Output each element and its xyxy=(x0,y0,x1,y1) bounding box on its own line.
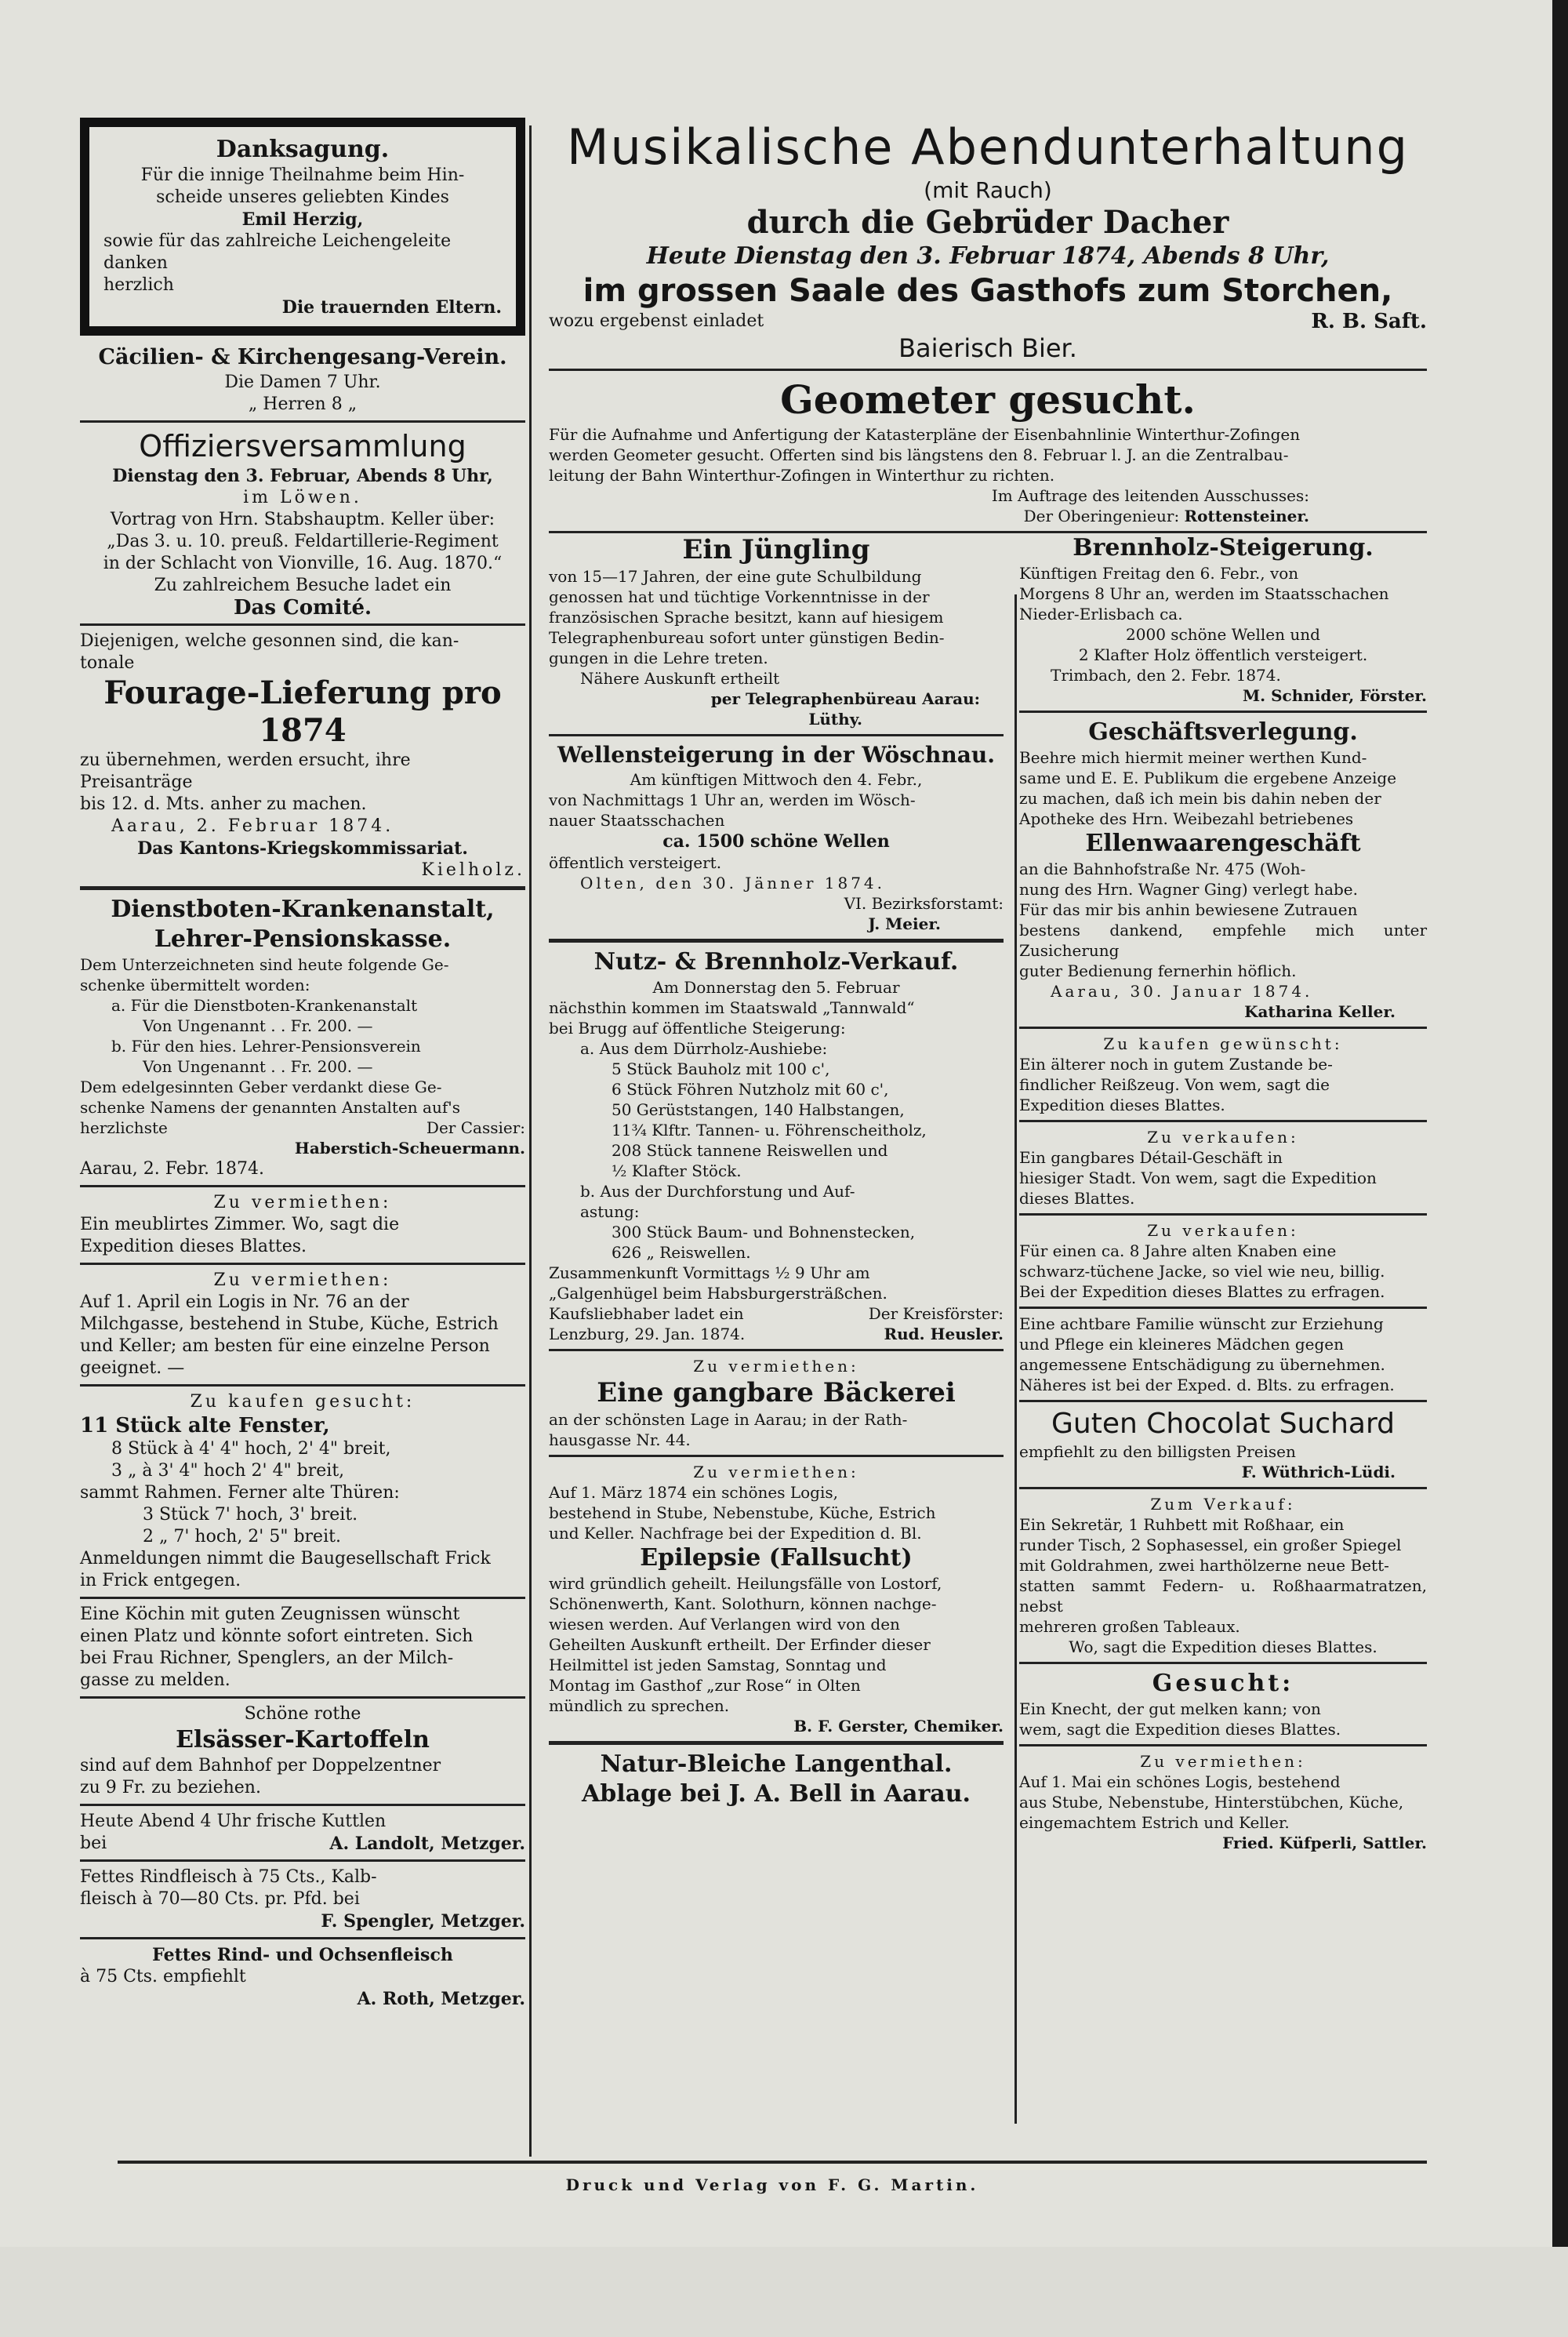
fenster-line: 3 „ à 3' 4" hoch 2' 4" breit, xyxy=(111,1461,345,1481)
logis-line: Auf 1. April ein Logis in Nr. 76 an der xyxy=(80,1292,409,1312)
koechin-line: gasse zu melden. xyxy=(80,1670,230,1690)
ochsen-notice xyxy=(80,1944,525,2010)
epilepsie-line: Montag im Gasthof „zur Rose“ in Olten xyxy=(549,1676,861,1695)
geometer-line: Der Oberingenieur: xyxy=(1023,507,1180,525)
wellen-line: nauer Staatsschachen xyxy=(549,811,725,830)
dienstboten-line: schenke Namens der genannten Anstalten auf's xyxy=(80,1098,460,1117)
dienstboten-line: Von Ungenannt . . Fr. 200. — xyxy=(143,1016,373,1035)
nutzholz-line: 5 Stück Bauholz mit 100 c', xyxy=(612,1059,830,1078)
musik-title: Musikalische Abendunterhaltung xyxy=(567,118,1409,176)
offiziers-signature: Das Comité. xyxy=(233,596,372,620)
fourage-line: bis 12. d. Mts. anher zu machen. xyxy=(80,794,367,814)
page-edge xyxy=(1552,0,1568,2247)
rindfleisch-line: fleisch à 70—80 Cts. pr. Pfd. bei xyxy=(80,1889,360,1909)
geometer-notice xyxy=(549,376,1427,526)
fenster-heading: Zu kaufen gesucht: xyxy=(190,1392,416,1412)
fourage-line: zu übernehmen, werden ersucht, ihre Preisanträge xyxy=(80,751,411,792)
logis-line: Milchgasse, bestehend in Stube, Küche, Estrich xyxy=(80,1314,499,1334)
logis-line: und Keller; am besten für eine einzelne Person xyxy=(80,1336,490,1356)
logis-notice xyxy=(80,1270,525,1379)
kartoffeln-line: zu 9 Fr. zu beziehen. xyxy=(80,1778,261,1797)
brennholz-signature: M. Schnider, Förster. xyxy=(1243,686,1427,705)
chocolat-notice xyxy=(1019,1407,1427,1482)
jacke-heading: Zu verkaufen: xyxy=(1147,1221,1299,1240)
wellen-line: öffentlich versteigert. xyxy=(549,853,722,872)
nutzholz-line: a. Aus dem Dürrholz-Aushiebe: xyxy=(580,1039,828,1058)
logis-mai-line: eingemachtem Estrich und Keller. xyxy=(1019,1813,1290,1832)
brennholz-line: Trimbach, den 2. Febr. 1874. xyxy=(1051,666,1281,685)
epilepsie-line: mündlich zu sprechen. xyxy=(549,1696,730,1715)
brennholz-line: 2000 schöne Wellen und xyxy=(1126,625,1320,644)
epilepsie-signature: B. F. Gerster, Chemiker. xyxy=(793,1717,1004,1735)
reisszeug-line: findlicher Reißzeug. Von wem, sagt die xyxy=(1019,1075,1330,1094)
logis-mai-signature: Fried. Küfperli, Sattler. xyxy=(1222,1834,1427,1852)
geschaeft-title: Geschäftsverlegung. xyxy=(1088,718,1358,746)
danksagung-line: scheide unseres geliebten Kindes xyxy=(156,187,449,207)
caecilien-line: „ Herren 8 „ xyxy=(248,394,358,414)
detail-line: dieses Blattes. xyxy=(1019,1189,1135,1208)
epilepsie-line: Schönenwerth, Kant. Solothurn, können nachge- xyxy=(549,1594,937,1613)
familie-line: Eine achtbare Familie wünscht zur Erziehung xyxy=(1019,1314,1384,1333)
familie-line: angemessene Entschädigung zu übernehmen. xyxy=(1019,1355,1385,1374)
brennholz-line: Morgens 8 Uhr an, werden im Staatsschachen xyxy=(1019,584,1389,603)
verkauf-line: mit Goldrahmen, zwei harthölzerne neue Bett- xyxy=(1019,1556,1389,1575)
left-column xyxy=(80,118,525,2010)
dienstboten-line: schenke übermittelt worden: xyxy=(80,976,310,994)
nutzholz-line: 626 „ Reiswellen. xyxy=(612,1243,751,1262)
reisszeug-notice xyxy=(1019,1034,1427,1115)
reisszeug-line: Ein älterer noch in gutem Zustande be- xyxy=(1019,1055,1333,1074)
dienstboten-notice xyxy=(80,895,525,1180)
baeckerei-line: an der schönsten Lage in Aarau; in der Rath- xyxy=(549,1410,908,1429)
juengling-title: Ein Jüngling xyxy=(682,534,870,565)
kuttlen-line: bei xyxy=(80,1834,107,1853)
nutzholz-line: Am Donnerstag den 5. Februar xyxy=(652,978,900,997)
juengling-line: Telegraphenbureau sofort unter günstigen Bedin- xyxy=(549,628,945,647)
nutzholz-title: Nutz- & Brennholz-Verkauf. xyxy=(593,948,959,976)
zimmer-line: Expedition dieses Blattes. xyxy=(80,1237,307,1256)
wellen-line: Olten, den 30. Jänner 1874. xyxy=(580,874,886,892)
verkauf-line: Wo, sagt die Expedition dieses Blattes. xyxy=(1069,1637,1377,1656)
epilepsie-line: wiesen werden. Auf Verlangen wird von den xyxy=(549,1615,900,1634)
zimmer-line: Ein meublirtes Zimmer. Wo, sagt die xyxy=(80,1215,400,1234)
offiziers-line: Zu zahlreichem Besuche ladet ein xyxy=(154,576,452,595)
caecilien-notice xyxy=(80,343,525,416)
danksagung-title: Danksagung. xyxy=(216,136,390,163)
baeckerei-title: Eine gangbare Bäckerei xyxy=(597,1377,956,1408)
imprint-footer xyxy=(118,2161,1427,2195)
danksagung-name: Emil Herzig, xyxy=(241,209,364,230)
fourage-title: Fourage-Lieferung pro 1874 xyxy=(103,674,502,749)
fourage-line: tonale xyxy=(80,653,135,673)
logis-mai-heading: Zu vermiethen: xyxy=(1140,1752,1306,1771)
verkauf-line: statten sammt Federn- u. Roßhaarmatratzen, nebst xyxy=(1019,1576,1427,1616)
juengling-line: französischen Sprache besitzt, kann auf hiesigem xyxy=(549,608,944,627)
logis-maerz-line: und Keller. Nachfrage bei der Expedition d. Bl. xyxy=(549,1524,922,1543)
wellen-line: ca. 1500 schöne Wellen xyxy=(662,831,890,852)
kartoffeln-line: sind auf dem Bahnhof per Doppelzentner xyxy=(80,1756,441,1775)
rindfleisch-signature: F. Spengler, Metzger. xyxy=(321,1911,525,1932)
juengling-line: Nähere Auskunft ertheilt xyxy=(580,669,780,688)
fourage-line: Das Kantons-Kriegskommissariat. xyxy=(137,838,468,859)
geschaeft-signature: Katharina Keller. xyxy=(1244,1002,1396,1021)
kartoffeln-notice xyxy=(80,1703,525,1799)
geschaeft-line: Apotheke des Hrn. Weibezahl betriebenes xyxy=(1019,809,1354,828)
knecht-heading: Gesucht: xyxy=(1152,1670,1294,1697)
verkauf-line: mehreren großen Tableaux. xyxy=(1019,1617,1240,1636)
detail-line: hiesiger Stadt. Von wem, sagt die Expedition xyxy=(1019,1168,1377,1187)
nutzholz-notice xyxy=(549,947,1004,1344)
reisszeug-line: Expedition dieses Blattes. xyxy=(1019,1096,1225,1114)
dienstboten-title: Lehrer-Pensionskasse. xyxy=(154,925,452,953)
geschaeft-line: nung des Hrn. Wagner Ging) verlegt habe. xyxy=(1019,880,1358,899)
fourage-notice xyxy=(80,631,525,881)
musik-subtitle: (mit Rauch) xyxy=(924,177,1052,203)
geschaeft-line: Aarau, 30. Januar 1874. xyxy=(1051,982,1313,1001)
fenster-line: sammt Rahmen. Ferner alte Thüren: xyxy=(80,1483,400,1503)
geometer-line: werden Geometer gesucht. Offerten sind bis längstens den 8. Februar l. J. an die Zentralbau- xyxy=(549,445,1289,464)
juengling-line: gungen in die Lehre treten. xyxy=(549,649,768,667)
detail-line: Ein gangbares Détail-Geschäft in xyxy=(1019,1148,1283,1167)
dienstboten-signature: Haberstich-Scheuermann. xyxy=(294,1139,525,1158)
nutzholz-line: 300 Stück Baum- und Bohnenstecken, xyxy=(612,1223,916,1241)
fourage-line: Diejenigen, welche gesonnen sind, die kan- xyxy=(80,631,459,651)
dienstboten-date: Aarau, 2. Febr. 1874. xyxy=(80,1159,265,1179)
logis-maerz-line: bestehend in Stube, Nebenstube, Küche, Estrich xyxy=(549,1503,936,1522)
familie-line: und Pflege ein kleineres Mädchen gegen xyxy=(1019,1335,1345,1354)
nutzholz-line: 208 Stück tannene Reiswellen und xyxy=(612,1141,888,1160)
knecht-notice xyxy=(1019,1669,1427,1739)
logis-mai-line: Auf 1. Mai ein schönes Logis, bestehend xyxy=(1019,1772,1341,1791)
dienstboten-line: Dem edelgesinnten Geber verdankt diese Ge- xyxy=(80,1078,442,1096)
rindfleisch-notice xyxy=(80,1866,525,1932)
zimmer-heading: Zu vermiethen: xyxy=(213,1193,392,1212)
musik-signature: R. B. Saft. xyxy=(1311,310,1427,333)
nutzholz-date: Lenzburg, 29. Jan. 1874. xyxy=(549,1325,746,1343)
geschaeft-line: Beehre mich hiermit meiner werthen Kund- xyxy=(1019,748,1367,767)
offiziers-title: Offiziersversammlung xyxy=(139,429,466,463)
fourage-line: Aarau, 2. Februar 1874. xyxy=(111,816,394,836)
juengling-line: genossen hat und tüchtige Vorkenntnisse in der xyxy=(549,587,930,606)
juengling-signature: Lüthy. xyxy=(808,710,862,729)
familie-notice xyxy=(1019,1314,1427,1395)
ochsen-line: Fettes Rind- und Ochsenfleisch xyxy=(152,1945,453,1965)
nutzholz-line: nächsthin kommen im Staatswald „Tannwald“ xyxy=(549,998,915,1017)
koechin-line: einen Platz und könnte sofort eintreten. Sich xyxy=(80,1626,474,1646)
jacke-notice xyxy=(1019,1220,1427,1302)
nutzholz-line: astung: xyxy=(580,1202,640,1221)
bleiche-notice xyxy=(549,1750,1004,1809)
brennholz-title: Brennholz-Steigerung. xyxy=(1073,534,1374,562)
fenster-line: Anmeldungen nimmt die Baugesellschaft Frick xyxy=(80,1549,491,1568)
caecilien-line: Die Damen 7 Uhr. xyxy=(224,373,381,392)
offiziers-line: Dienstag den 3. Februar, Abends 8 Uhr, xyxy=(112,466,493,486)
column-rule-main xyxy=(529,125,532,2157)
danksagung-line: herzlich xyxy=(103,275,174,295)
kuttlen-notice xyxy=(80,1811,525,1855)
brennholz-line: 2 Klafter Holz öffentlich versteigert. xyxy=(1078,645,1368,664)
dienstboten-line: Der Cassier: xyxy=(426,1118,525,1137)
wellen-line: von Nachmittags 1 Uhr an, werden im Wösch- xyxy=(549,791,916,809)
nutzholz-line: 11¾ Klftr. Tannen- u. Föhrenscheitholz, xyxy=(612,1121,927,1139)
musik-line: wozu ergebenst einladet xyxy=(549,311,764,331)
koechin-notice xyxy=(80,1604,525,1692)
geschaeft-line: zu machen, daß ich mein bis dahin neben der xyxy=(1019,789,1381,808)
geometer-line: Im Auftrage des leitenden Ausschusses: xyxy=(991,486,1309,505)
epilepsie-line: Geheilten Auskunft ertheilt. Der Erfinder dieser xyxy=(549,1635,931,1654)
jacke-line: schwarz-tüchene Jacke, so viel wie neu, billig. xyxy=(1019,1262,1385,1281)
baeckerei-notice xyxy=(549,1356,1004,1450)
dienstboten-line: a. Für die Dienstboten-Krankenanstalt xyxy=(111,996,418,1015)
epilepsie-title: Epilepsie (Fallsucht) xyxy=(640,1544,913,1572)
verkauf-line: Ein Sekretär, 1 Ruhbett mit Roßhaar, ein xyxy=(1019,1515,1345,1534)
verkauf-line: runder Tisch, 2 Sophasessel, ein großer Spiegel xyxy=(1019,1536,1402,1554)
nutzholz-line: ½ Klafter Stöck. xyxy=(612,1161,742,1180)
verkauf-notice xyxy=(1019,1494,1427,1657)
baeckerei-line: hausgasse Nr. 44. xyxy=(549,1430,691,1449)
musik-line: Baierisch Bier. xyxy=(898,333,1077,363)
chocolat-line: empfiehlt zu den billigsten Preisen xyxy=(1019,1442,1296,1461)
danksagung-signature: Die trauernden Eltern. xyxy=(281,297,502,318)
nutzholz-line: 6 Stück Föhren Nutzholz mit 60 c', xyxy=(612,1080,889,1099)
logis-maerz-heading: Zu vermiethen: xyxy=(693,1463,859,1481)
reisszeug-heading: Zu kaufen gewünscht: xyxy=(1103,1034,1343,1053)
wellen-line: Am künftigen Mittwoch den 4. Febr., xyxy=(630,770,923,789)
danksagung-line: Für die innige Theilnahme beim Hin- xyxy=(140,165,465,185)
brennholz-line: Künftigen Freitag den 6. Febr., von xyxy=(1019,564,1299,583)
dienstboten-line: Von Ungenannt . . Fr. 200. — xyxy=(143,1057,373,1076)
logis-line: geeignet. — xyxy=(80,1358,185,1378)
logis-maerz-line: Auf 1. März 1874 ein schönes Logis, xyxy=(549,1483,838,1502)
imprint-text: Druck und Verlag von F. G. Martin. xyxy=(565,2175,979,2194)
jacke-line: Bei der Expedition dieses Blattes zu erfragen. xyxy=(1019,1282,1385,1301)
nutzholz-line: bei Brugg auf öffentliche Steigerung: xyxy=(549,1019,846,1038)
familie-line: Näheres ist bei der Exped. d. Blts. zu erfragen. xyxy=(1019,1376,1395,1394)
ochsen-line: à 75 Cts. empfiehlt xyxy=(80,1967,246,1986)
dienstboten-line: herzlichste xyxy=(80,1118,168,1137)
musik-line: durch die Gebrüder Dacher xyxy=(746,204,1229,241)
offiziers-line: Vortrag von Hrn. Stabshauptm. Keller über: xyxy=(110,510,495,529)
epilepsie-line: Heilmittel ist jeden Samstag, Sonntag und xyxy=(549,1656,887,1674)
logis-heading: Zu vermiethen: xyxy=(213,1270,392,1290)
detail-heading: Zu verkaufen: xyxy=(1147,1128,1299,1147)
geometer-line: Für die Aufnahme und Anfertigung der Katasterpläne der Eisenbahnlinie Winterthur-Zofingen xyxy=(549,425,1301,444)
fenster-line: 2 „ 7' hoch, 2' 5" breit. xyxy=(143,1527,341,1546)
geometer-signature: Rottensteiner. xyxy=(1184,507,1309,525)
fenster-title: 11 Stück alte Fenster, xyxy=(80,1414,330,1437)
wellen-line: VI. Bezirksforstamt: xyxy=(844,894,1004,913)
bleiche-title: Natur-Bleiche Langenthal. xyxy=(600,1750,953,1778)
nutzholz-line: Der Kreisförster: xyxy=(868,1304,1004,1323)
nutzholz-line: b. Aus der Durchforstung und Auf- xyxy=(580,1182,855,1201)
nutzholz-line: 50 Gerüststangen, 140 Halbstangen, xyxy=(612,1100,905,1119)
geometer-title: Geometer gesucht. xyxy=(780,376,1196,423)
koechin-line: Eine Köchin mit guten Zeugnissen wünscht xyxy=(80,1605,460,1624)
chocolat-signature: F. Wüthrich-Lüdi. xyxy=(1241,1463,1396,1481)
detail-notice xyxy=(1019,1127,1427,1208)
kuttlen-line: Heute Abend 4 Uhr frische Kuttlen xyxy=(80,1812,387,1831)
nutzholz-signature: Rud. Heusler. xyxy=(884,1325,1004,1343)
baeckerei-heading: Zu vermiethen: xyxy=(693,1357,859,1376)
brennholz-notice xyxy=(1019,533,1427,706)
juengling-line: per Telegraphenbüreau Aarau: xyxy=(710,689,980,708)
nutzholz-line: Zusammenkunft Vormittags ½ 9 Uhr am xyxy=(549,1263,870,1282)
kartoffeln-line: Schöne rothe xyxy=(244,1704,361,1724)
offiziers-line: in der Schlacht von Vionville, 16. Aug. 1870.“ xyxy=(103,554,503,573)
musik-notice xyxy=(549,118,1427,364)
wellen-title: Wellensteigerung in der Wöschnau. xyxy=(557,742,995,768)
nutzholz-line: „Galgenhügel beim Habsburgersträßchen. xyxy=(549,1284,887,1303)
logis-mai-notice xyxy=(1019,1751,1427,1853)
epilepsie-line: wird gründlich geheilt. Heilungsfälle von Lostorf, xyxy=(549,1574,942,1593)
fenster-line: 8 Stück à 4' 4" hoch, 2' 4" breit, xyxy=(111,1439,391,1459)
knecht-line: Ein Knecht, der gut melken kann; von xyxy=(1019,1699,1321,1718)
kartoffeln-title: Elsässer-Kartoffeln xyxy=(176,1726,430,1754)
danksagung-line: sowie für das zahlreiche Leichengeleite danken xyxy=(103,231,452,273)
fenster-line: in Frick entgegen. xyxy=(80,1571,241,1590)
dienstboten-title: Dienstboten-Krankenanstalt, xyxy=(111,896,495,923)
geschaeft-line: an die Bahnhofstraße Nr. 475 (Woh- xyxy=(1019,860,1306,878)
chocolat-title: Guten Chocolat Suchard xyxy=(1051,1408,1395,1440)
wellen-notice xyxy=(549,741,1004,934)
rindfleisch-line: Fettes Rindfleisch à 75 Cts., Kalb- xyxy=(80,1867,377,1887)
bleiche-line: Ablage bei J. A. Bell in Aarau. xyxy=(582,1780,971,1808)
nutzholz-line: Kaufsliebhaber ladet ein xyxy=(549,1304,744,1323)
dienstboten-line: Dem Unterzeichneten sind heute folgende Ge- xyxy=(80,955,449,974)
fenster-notice xyxy=(80,1391,525,1592)
juengling-notice xyxy=(549,533,1004,729)
geschaeft-line: bestens dankend, empfehle mich unter Zusicherung xyxy=(1019,921,1427,960)
fenster-line: 3 Stück 7' hoch, 3' breit. xyxy=(143,1505,358,1525)
caecilien-title: Cäcilien- & Kirchengesang-Verein. xyxy=(98,345,507,369)
brennholz-line: Nieder-Erlisbach ca. xyxy=(1019,605,1183,623)
kuttlen-signature: A. Landolt, Metzger. xyxy=(329,1834,525,1854)
geometer-line: leitung der Bahn Winterthur-Zofingen in Winterthur zu richten. xyxy=(549,466,1055,485)
far-right-column xyxy=(1019,533,1427,1853)
musik-venue: im grossen Saale des Gasthofs zum Storchen, xyxy=(583,273,1393,309)
offiziers-line: im Löwen. xyxy=(243,488,362,507)
geschaeft-title: Ellenwaarengeschäft xyxy=(1085,830,1361,857)
geschaeft-line: Für das mir bis anhin bewiesene Zutrauen xyxy=(1019,900,1358,919)
logis-mai-line: aus Stube, Nebenstube, Hinterstübchen, Küche, xyxy=(1019,1793,1404,1812)
wellen-signature: J. Meier. xyxy=(868,914,941,933)
geschaeft-line: guter Bedienung fernerhin höflich. xyxy=(1019,961,1297,980)
musik-date: Heute Dienstag den 3. Februar 1874, Abends 8 Uhr, xyxy=(646,242,1330,270)
koechin-line: bei Frau Richner, Spenglers, an der Milch- xyxy=(80,1648,454,1668)
offiziers-notice xyxy=(80,427,525,619)
ochsen-signature: A. Roth, Metzger. xyxy=(357,1989,525,2009)
middle-column xyxy=(549,533,1004,1809)
knecht-line: wem, sagt die Expedition dieses Blattes. xyxy=(1019,1720,1341,1739)
geschaeft-line: same und E. E. Publikum die ergebene Anzeige xyxy=(1019,769,1397,787)
epilepsie-notice xyxy=(549,1543,1004,1736)
right-area xyxy=(549,118,1427,2337)
jacke-line: Für einen ca. 8 Jahre alten Knaben eine xyxy=(1019,1241,1337,1260)
geschaeft-notice xyxy=(1019,718,1427,1022)
juengling-line: von 15—17 Jahren, der eine gute Schulbildung xyxy=(549,567,922,586)
dienstboten-line: b. Für den hies. Lehrer-Pensionsverein xyxy=(111,1037,421,1056)
verkauf-heading: Zum Verkauf: xyxy=(1150,1495,1296,1514)
offiziers-line: „Das 3. u. 10. preuß. Feldartillerie-Regiment xyxy=(107,532,499,551)
zimmer-notice xyxy=(80,1192,525,1258)
fourage-signature: Kielholz. xyxy=(421,860,525,880)
danksagung-notice xyxy=(80,118,525,336)
logis-maerz-notice xyxy=(549,1462,1004,1543)
